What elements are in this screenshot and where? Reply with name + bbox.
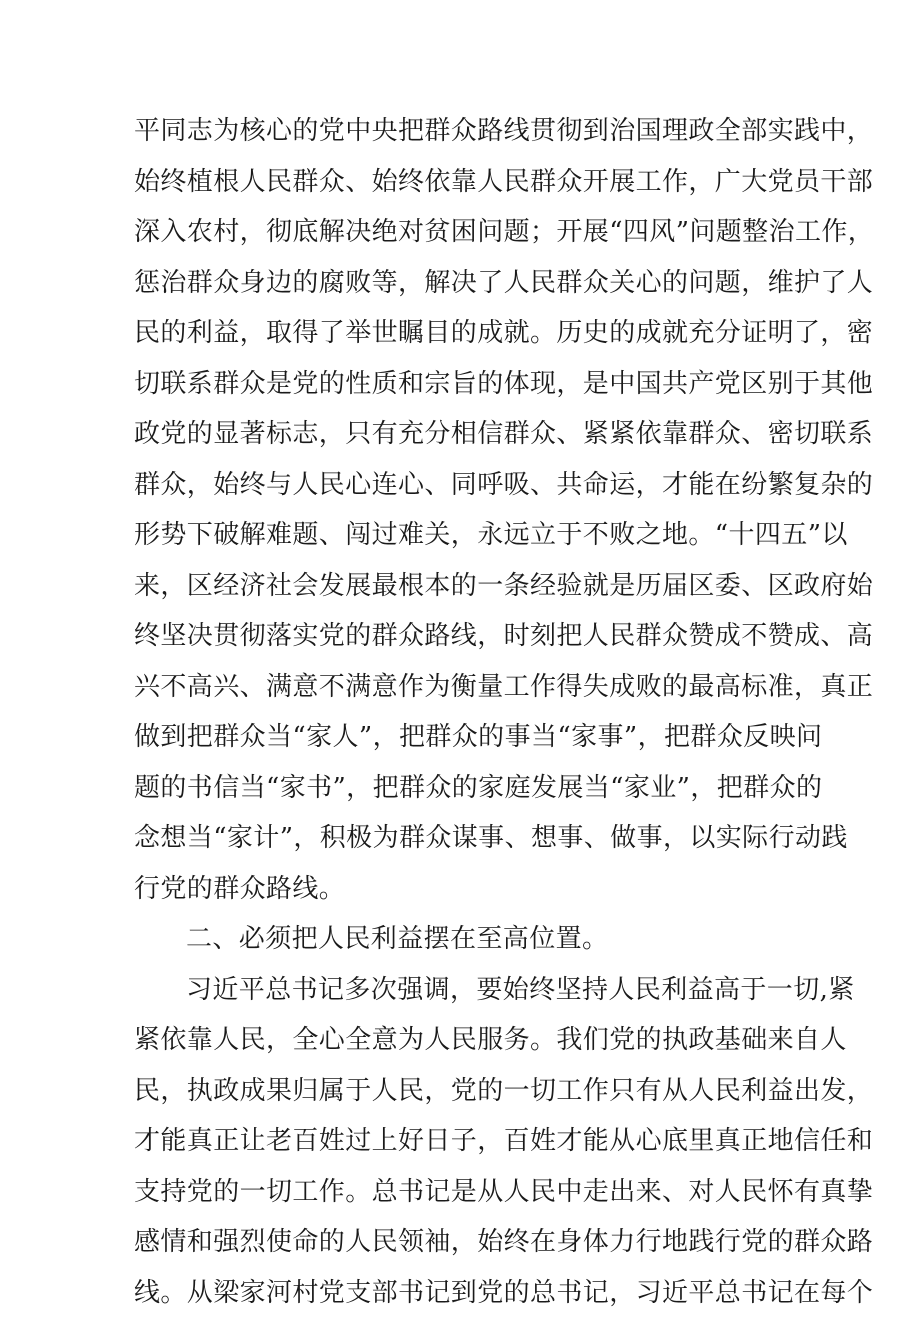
text-line: 来，区经济社会发展最根本的一条经验就是历届区委、区政府始 — [134, 561, 804, 612]
text-line: 终坚决贯彻落实党的群众路线，时刻把人民群众赞成不赞成、高 — [134, 611, 804, 662]
text-line: 深入农村，彻底解决绝对贫困问题；开展“四风”问题整治工作， — [134, 207, 804, 258]
text-line: 才能真正让老百姓过上好日子，百姓才能从心底里真正地信任和 — [134, 1116, 804, 1167]
text-line: 感情和强烈使命的人民领袖，始终在身体力行地践行党的群众路 — [134, 1217, 804, 1268]
text-line: 兴不高兴、满意不满意作为衡量工作得失成败的最高标准，真正 — [134, 662, 804, 713]
text-line: 形势下破解难题、闯过难关，永远立于不败之地。“十四五”以 — [134, 510, 804, 561]
text-line: 平同志为核心的党中央把群众路线贯彻到治国理政全部实践中， — [134, 106, 804, 157]
text-line: 做到把群众当“家人”，把群众的事当“家事”，把群众反映问 — [134, 712, 804, 763]
text-line: 民的利益，取得了举世瞩目的成就。历史的成就充分证明了，密 — [134, 308, 804, 359]
text-line: 始终植根人民群众、始终依靠人民群众开展工作，广大党员干部 — [134, 157, 804, 208]
body-text — [134, 106, 804, 1318]
text-line: 行党的群众路线。 — [134, 864, 804, 915]
text-line: 念想当“家计”，积极为群众谋事、想事、做事，以实际行动践 — [134, 813, 804, 864]
text-line: 紧依靠人民，全心全意为人民服务。我们党的执政基础来自人 — [134, 1015, 804, 1066]
text-line: 政党的显著标志，只有充分相信群众、紧紧依靠群众、密切联系 — [134, 409, 804, 460]
text-line: 切联系群众是党的性质和宗旨的体现，是中国共产党区别于其他 — [134, 359, 804, 410]
section-heading: 二、必须把人民利益摆在至高位置。 — [134, 914, 804, 965]
text-line: 线。从梁家河村党支部书记到党的总书记，习近平总书记在每个 — [134, 1268, 804, 1318]
text-line: 题的书信当“家书”，把群众的家庭发展当“家业”，把群众的 — [134, 763, 804, 814]
text-line: 民，执政成果归属于人民，党的一切工作只有从人民利益出发， — [134, 1066, 804, 1117]
paragraph-first-line: 习近平总书记多次强调，要始终坚持人民利益高于一切,紧 — [134, 965, 804, 1016]
text-line: 群众，始终与人民心连心、同呼吸、共命运，才能在纷繁复杂的 — [134, 460, 804, 511]
text-line: 支持党的一切工作。总书记是从人民中走出来、对人民怀有真挚 — [134, 1167, 804, 1218]
text-line: 惩治群众身边的腐败等，解决了人民群众关心的问题，维护了人 — [134, 258, 804, 309]
